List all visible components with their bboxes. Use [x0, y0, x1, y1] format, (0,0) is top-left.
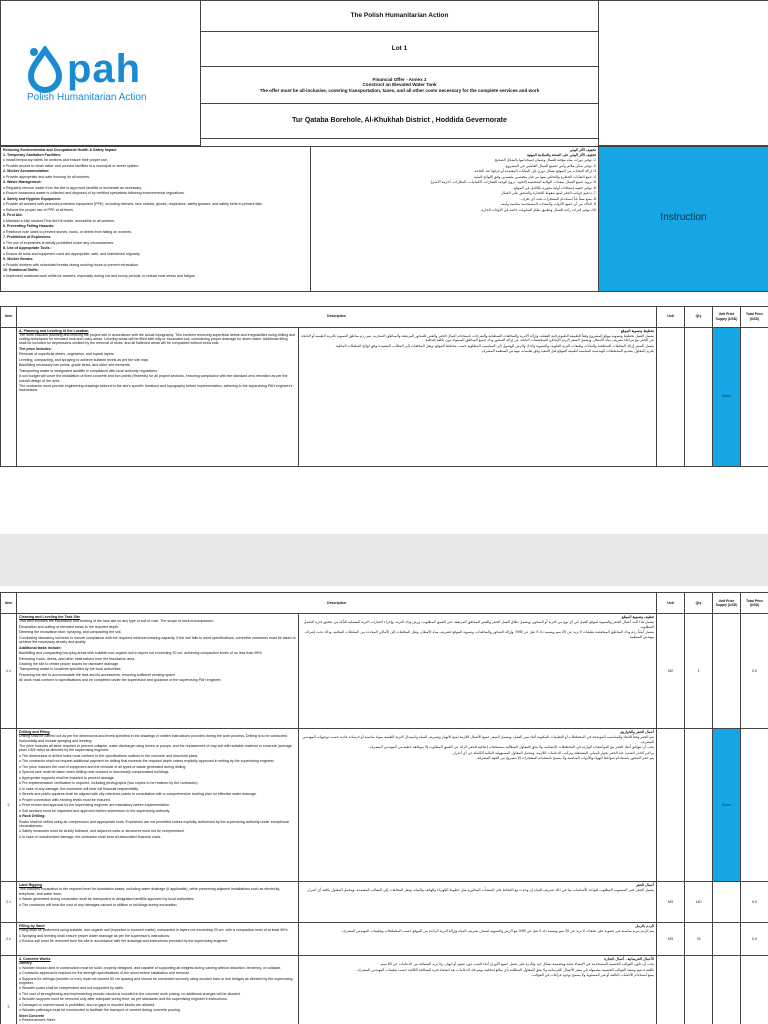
header-blank	[599, 1, 768, 146]
section-a-line: A soil budget will cover the installation of fixed concrete and iron points (Rsberds) for all project sections, ensuring compliance with the standard zero elevation as per the overall design of the area.	[19, 374, 288, 383]
col-description: Description	[17, 306, 657, 327]
item-description-arabic	[299, 614, 657, 729]
instruction-line: o Implement rotational work shifts for workers, especially during hot and sunny periods, to reduce heat stress and fatigue.	[3, 273, 196, 278]
section-a-line: The price includes:	[19, 346, 52, 351]
item-line: o In case of any damage, the contractor will bear full financial responsibility.	[19, 786, 139, 791]
col-unit-price: Unit Price Supply (USD)	[713, 306, 741, 327]
item-description	[17, 882, 299, 923]
item-description	[17, 614, 299, 729]
instruction-line: o Ensure hazardous waste is collected and disposed of by certified specialists following environmental regulations.	[3, 191, 185, 196]
instruction-line: o Ensure all tools and equipment used are appropriate, safe, and maintained regularly.	[3, 251, 141, 256]
instruction-line: 4. Safety and Hygiene Equipment:	[3, 196, 61, 201]
section-a-status: Note	[713, 327, 741, 466]
item-title: 3. Concrete Works	[19, 957, 51, 961]
section-a-line: Leveling, compacting, and spraying to achieve suitable levels as per the site map.	[19, 357, 149, 362]
item-line: o Supports for ceilings (wooden or iron) must not exceed 60 cm spacing and should be connected securely using wooden bars or iron bridges as directed by the supervising engineer.	[19, 976, 293, 985]
item-line: Filling shall be performed using suitable, non-organic soil (imported or sourced onsite), compacted in layers not exceeding 20 cm, with a compaction level of at least 95%.	[19, 928, 289, 933]
instruction-line: o Maintain a fully stocked First Aid Kit onsite, accessible to all workers.	[3, 218, 116, 223]
item-line-ar: أعمال الحفر	[635, 883, 654, 887]
instruction-line-ar: 5- تزويد جميع العمال بمعدات الوقاية الشخصية (الخوذ، دروع الوجه، القفازات، الكمامات، النظارات، أحزمة الأمان).	[429, 180, 596, 185]
item-line: Preparing the site to accommodate the tank and its accessories, ensuring sufficient working space.	[19, 672, 176, 677]
col-unit: Unit	[657, 593, 685, 614]
col-unit: Unit	[657, 306, 685, 327]
item-qty: 140	[685, 882, 713, 923]
table-row	[1, 923, 768, 956]
table-row	[1, 729, 768, 882]
item-number: 1.1	[1, 614, 17, 729]
item-line: o Excess soil must be removed from the site in accordance with the drawings and instructions provided by the supervising engineer.	[19, 939, 229, 944]
instruction-line-ar: 10- توفير فترات راحة للعمال وتطبيق نظام المناوبات خاصة في الأوقات الحارة.	[480, 207, 596, 212]
section-a-line: Transporting waste to designated landfills in compliance with local authority regulations.	[19, 368, 159, 373]
item-line: Drilling shall be carried out as per the dimensions and levels specified in the drawings or written instructions provided during the work process. Drilling is to be conducted horizontally and include spraying and leveling.	[19, 734, 288, 743]
item-line: Backfilling and compacting low-lying areas with suitable non-organic soil in layers not exceeding 20 cm, achieving compaction levels of no less than 95%.	[19, 651, 263, 656]
instruction-line-ar: تخفيف الأثر البيئي على الصحة والسلامة المهنية	[526, 152, 596, 157]
section-a-line-ar: يلتزم المقاول بتقديم المخططات الهندسية المناسبة لطبيعة الموقع قبل التنفيذ وفق تعليمات مهندس المنظمة المشرف.	[480, 349, 654, 354]
instruction-line: o Reinforce hole sides to prevent stones, rocks, or debris from falling on workers.	[3, 229, 132, 234]
section-a-line-ar: يشمل السعر إزالة المخلفات السطحية والنباتات وطبقات التربة العلوية، والتسوية والدك والرش للوصول إلى المناسيب المطلوبة حسب مخطط الموقع، ونقل المخلفات إلى المقالب المعتمدة وفق لوائح السلطات المحلية.	[334, 343, 654, 348]
offer-header	[201, 67, 599, 104]
item-description	[17, 923, 299, 956]
item-line: Rocks shall be drilled using air compression and appropriate tools. Explosives are not permitted unless explicitly authorized by the supervising authority under exceptional circumstances.	[19, 819, 289, 828]
table-row	[1, 882, 768, 923]
item-title: Drilling and Piling	[19, 730, 50, 734]
item-line: o The price includes the cost of equipment and the removal of all types of waste generated during drilling.	[19, 764, 187, 769]
item-line: o Soil sections must be inspected and approved before submission to the supervising authority.	[19, 808, 171, 813]
item-unit-price	[713, 614, 741, 729]
col-total-price: Total Price (USD)	[741, 593, 768, 614]
item-line: The price includes all labor required to prevent collapse, water discharge using boxes or pumps, and the replacement of clay soil with suitable material or concrete (average plain 1/8/4 ratio) as directed by the supervising engineer.	[19, 744, 292, 753]
instruction-line: o Provide appropriate and safe housing for all workers.	[3, 174, 91, 179]
instruction-line-ar: 4- جمع النفايات الخطرة والتخلص منها من قبل مختصين معتمدين وفق اللوائح البيئية.	[473, 174, 596, 179]
item-number: 3	[1, 956, 17, 1024]
item-line-ar: يمنع استخدام الأخشاب التالفة أو غير المستوية ولا يسمح بوجود فراغات في القوالب.	[531, 973, 654, 978]
item-number: 2.2	[1, 923, 17, 956]
item-line: Additional tasks include:	[19, 645, 62, 650]
instruction-line-ar: 7- تدعيم جوانب الحفر لمنع سقوط الحجارة والصخور على العمال.	[500, 191, 596, 196]
instruction-line-ar: تخفيف الأثر البيئي	[569, 147, 596, 152]
item-line-ar: يشمل هذا البند أعمال الحفر والتسوية لموقع العمل في أي نوع من التربة أو الصخور، ويشمل نطاق العمل الحفر والقص للمناطق المرتفعة حتى العمق المطلوب، ورش ودك التربة، وإجراء اختبارات التربة المعملية للتأكد من تحقيق قدرة التحمل المطلوبة.	[303, 620, 654, 629]
item-line: o Rock Drilling:	[19, 814, 46, 819]
instruction-line: 6. Preventing Falling Hazards:	[3, 224, 55, 229]
instruction-line: 9. Worker Breaks:	[3, 257, 34, 262]
instructions-english	[1, 146, 311, 291]
item-line-ar: يتم حفر الصخور باستخدام ضواغط الهواء والأدوات المناسبة ولا يسمح باستخدام المتفجرات إلا بتصريح من الجهة المشرفة.	[476, 756, 654, 761]
item-title: Cleaning and Leveling the Task Site	[19, 615, 81, 619]
instruction-line: 5. First Aid:	[3, 213, 23, 218]
instruction-line: 7. Prohibition of Explosives:	[3, 235, 52, 240]
instruction-line: o Provide workers with scheduled breaks during working hours to prevent exhaustion.	[3, 262, 140, 267]
section-a-heading: A. Planning and Leveling of the Location	[19, 328, 89, 333]
item-unit: M3	[657, 882, 685, 923]
instruction-line: o The use of explosives is strictly prohibited under any circumstances.	[3, 240, 115, 245]
instruction-line: o Regularly remove waste from the site to approved landfills or incinerate as necessary.	[3, 185, 142, 190]
item-description	[17, 729, 299, 882]
item-line: o Proper connection with existing levels must be ensured.	[19, 797, 111, 802]
item-line: Grading the site to create proper slopes for rainwater drainage.	[19, 661, 120, 666]
section-a-line-ar: يشمل العمل تخطيط وتسوية موقع المشروع وفقاً للطبيعة الطبوغرافية الفعلية، وإزالة الأتربة والمخلفات السطحية والتعرجات باستخدام أعمال الحفر والقص للصخور المرتفعة والمناطق الصخرية. يتم ردم مناطق التسوية بالتربة الطينية أو الناتجة عن الحفر مع مراعاة تصريف مياه الأمطار، ويشمل السعر الردم الإضافي للمنخفضات الناتجة عن إزالة الصخور ودك جميع المناطق المسواة دون تكلفة إضافية.	[301, 333, 654, 343]
instruction-line: o Provide access to clean water and connect facilities to a municipal or sewer system.	[3, 163, 140, 168]
item-total-price: 0.0	[741, 923, 768, 956]
instruction-line: o Provide all workers with personal protective equipment (PPE), including helmets, face shields, gloves, respirators, safety glasses, and safety belts to prevent falls.	[3, 202, 263, 207]
item-total-price	[741, 956, 768, 1024]
item-status: Note	[713, 729, 741, 882]
item-title: Filling by Sand	[19, 924, 45, 928]
item-total-price: 0.0	[741, 614, 768, 729]
item-unit	[657, 956, 685, 1024]
table-row	[1, 614, 768, 729]
instruction-line-ar: 3- إزالة النفايات من الموقع بشكل دوري إلى المكبات المعتمدة أو حرقها عند الحاجة.	[473, 169, 596, 174]
col-qty: Qty	[685, 306, 713, 327]
page-2	[0, 586, 768, 1024]
item-line: o Appropriate supports shall be installed to prevent damage.	[19, 775, 115, 780]
pah-drop-icon	[25, 46, 65, 94]
col-description: Description	[17, 593, 657, 614]
offer-line-1: Financial Offer - Annex 1	[372, 76, 427, 82]
instruction-line: 8. Use of Appropriate Tools:	[3, 246, 51, 251]
item-description-arabic	[299, 956, 657, 1024]
instruction-label: Instruction	[599, 146, 768, 291]
instruction-line: 3. Waste Management:	[3, 180, 42, 185]
item-qty	[685, 729, 713, 882]
section-a-line: Removal of superficial debris, vegetation, and topsoil layers.	[19, 352, 115, 357]
item-line: o The cost of strengthening and implementing wooden blocks is included in the concrete work pricing; no additional charges will be allowed.	[19, 991, 241, 996]
instruction-line-ar: 9- التأكد من أن جميع الأدوات والمعدات المستخدمة مناسبة وآمنة.	[500, 202, 596, 207]
item-description	[17, 956, 299, 1024]
section-a-line-ar: تخطيط وتسوية الموقع	[620, 328, 654, 333]
item-total-price: 0.0	[741, 882, 768, 923]
item-line: o Special care must be taken when drilling near cracked or structurally compromised buildings.	[19, 770, 170, 775]
col-item: Item	[1, 593, 17, 614]
item-unit-price	[713, 882, 741, 923]
item-description-arabic	[299, 729, 657, 882]
item-total-price	[741, 729, 768, 882]
item-line: o Spraying and leveling shall ensure proper water drainage as per the supervisor's instructions.	[19, 933, 171, 938]
item-line: o Price review and approval by the supervising engineer are mandatory before implementation.	[19, 803, 171, 808]
item-line: All work must conform to specifications and be completed under the supervision and guidance of the supervising PAH engineer.	[19, 678, 222, 683]
item-unit: M3	[657, 923, 685, 956]
section-a-line: Backfilling necessary low points, grade lanes, and other site elements.	[19, 363, 131, 368]
item-line: This item includes the excavation and leveling of the task site on any type of soil or rock. The scope of work encompasses:	[19, 619, 214, 624]
item-subtitle: Steel Concrete	[19, 1013, 45, 1018]
item-line: Removing rocks, debris, and other obstructions from the foundation area.	[19, 656, 136, 661]
item-number: 2	[1, 729, 17, 882]
logo-subtitle: Polish Humanitarian Action	[27, 91, 147, 103]
section-a-line: The contractor must provide engineering drawings tailored to the site's specific functions and topography before implementation, adhering to the supervising PAH engineer's instructions.	[19, 384, 293, 393]
section-a-arabic	[299, 327, 657, 466]
logo-text: pah	[67, 47, 142, 92]
item-qty: 76	[685, 923, 713, 956]
instructions-table	[0, 146, 768, 292]
item-line-ar: يتم الردم بتربة مناسبة غير عضوية على طبقات لا تزيد عن 20 سم وبنسبة دك لا تقل عن 95% مع الرش والتسوية لضمان تصريف المياه وإزالة التربة الزائدة من الموقع حسب المخططات وتعليمات المهندس المشرف.	[341, 929, 654, 934]
item-line: Transporting waste to locations specified by the local authorities.	[19, 667, 122, 672]
item-line: o The contractor will bear the cost of any damages caused to utilities or buildings during excavation.	[19, 902, 178, 907]
header-table	[0, 0, 768, 146]
section-a-description	[17, 327, 299, 466]
instruction-line: 1. Temporary Sanitation Facilities:	[3, 152, 62, 157]
instruction-line: 10. Rotational Shifts:	[3, 268, 39, 273]
item-unit-price	[713, 923, 741, 956]
item-unit-price	[713, 956, 741, 1024]
item-line-ar: الأعمال الخرسانية - أعمال النجارة	[604, 957, 654, 961]
col-qty: Qty	[685, 593, 713, 614]
item-qty: 1	[685, 614, 713, 729]
item-line: This includes excavation to the required level for foundation bases, including water drainage (if applicable), while preserving adjacent installations such as electricity, telephone, and water lines.	[19, 887, 281, 896]
instruction-line-ar: 6- توفير حقيبة إسعافات أولية مجهزة بالكامل في الموقع.	[513, 185, 596, 190]
item-line: o The contractor shall not request additional payment for drilling that exceeds the required depth unless explicitly approved in writing by the supervising engineer.	[19, 759, 275, 764]
offer-line-3: The offer must be all-inclusive, covering transportation, taxes, and all other costs necessary for the complete services and work	[259, 87, 540, 93]
table-row	[1, 956, 768, 1024]
instructions-arabic	[311, 146, 599, 291]
item-line-ar: تنظيف وتسوية الموقع	[621, 615, 654, 619]
item-title: Land Rigging	[19, 883, 42, 887]
item-line: Dimming the excavation face, spraying, and compacting the soil.	[19, 630, 122, 635]
instruction-line-ar: 1- توفير دورات مياه مؤقتة للعمال وضمان استخدامها بالشكل الصحيح.	[493, 158, 596, 163]
col-unit-price: Unit Price Supply (USD)	[713, 593, 741, 614]
item-qty	[685, 956, 713, 1024]
item-line: o Pre-implementation verification is required, including photographs (two copies to be retained by the contractor).	[19, 781, 199, 786]
logo-block	[1, 1, 201, 146]
boq-table-1	[0, 306, 768, 467]
section-a-line: The work includes planning and leveling the project site in accordance with the actual topography. This involves removing superficial debris and irregularities using drilling and cutting techniques for elevated rock and rocky areas. Leveling areas will be filled with silty or excavated soil, considering proper drainage for storm water. Additional filling shall be included for depressions created by the removal of rocks, and all flattened areas will be compacted without extra cost.	[19, 332, 296, 346]
lot-label: Lot 1	[201, 32, 599, 67]
col-item: Item	[1, 306, 17, 327]
item-line-ar: يجب أن تكون القوالب الخشبية المستخدمة في الإنشاء صلبة ومصممة بشكل جيد وقادرة على تحمل جميع الأوزان أثناء الصب دون تشوه أو انهيار، ولا تزيد المسافة بين الدعامات عن 60 سم.	[380, 962, 654, 967]
instruction-line: Reducing Environmental and Occupational Health & Safety Impact	[3, 147, 117, 152]
item-unit	[657, 729, 685, 882]
item-line: o Waste generated during excavation shall be transported to designated landfills approved by local authorities.	[19, 897, 195, 902]
item-description-arabic	[299, 923, 657, 956]
item-line: o Wooden supports must be removed only after adequate curing time, as per standards and the supervising engineer's instructions.	[19, 997, 228, 1002]
item-line: o Safety measures must be strictly followed, and adjacent rocks or structures must not be compromised.	[19, 829, 185, 834]
item-line-ar: يشمل أيضاً ردم ودك المناطق المنخفضة بطبقات لا تزيد عن 20 سم وبنسبة دك لا تقل عن 95%، وإزالة الصخور والمخلفات، وتسوية الموقع لتصريف مياه الأمطار، ونقل المخلفات إلى الأماكن المحددة من السلطات المحلية، وذلك تحت إشراف مهندس المنظمة.	[304, 630, 654, 639]
item-line: Excavation and cutting of elevated areas to the required depth.	[19, 624, 119, 629]
item-line-ar: يشمل الحفر حتى المنسوب المطلوب لقواعد الأساسات بما في ذلك تصريف المياه إن وجدت مع الحفاظ على المنشآت المجاورة مثل خطوط الكهرباء والهاتف والمياه، ونقل المخلفات إلى المقالب المعتمدة، ويتحمل المقاول تكلفة أي أضرار.	[306, 888, 654, 893]
item-line-ar: الردم بالرمل	[635, 924, 654, 928]
item-line-ar: تكلفة تدعيم وتنفيذ القوالب الخشبية مشمولة في سعر الأعمال الخرسانية ولا يحق للمقاول المطالبة بأي مبالغ إضافية، ويتم فك الدعامات بعد انقضاء فترة المعالجة الكافية حسب تعليمات المهندس المشرف.	[356, 967, 654, 972]
instruction-line: 2. Worker Accommodation:	[3, 169, 50, 174]
item-number: 2.1	[1, 882, 17, 923]
item-line: o Wooden posts shall be independent and not supported by walls.	[19, 986, 124, 991]
project-title: Tur Qataba Borehole, Al-Khukhah District , Hoddida Gevernorate	[201, 104, 599, 139]
item-line: o Wooden blocks used in construction must be solid, properly designed, and capable of supporting all weights during casting without distortion, tendency, or collapse.	[19, 965, 282, 970]
item-subtitle: Joinery	[19, 961, 32, 966]
item-line: o The dimensions of drilled holes must conform to the specifications outlined in the concrete and structural plans.	[19, 753, 199, 758]
item-line-ar: يتم الحفر وفقاً للأبعاد والمناسيب الموضحة في المخططات أو التعليمات المكتوبة أثناء سير العمل، ويشمل السعر جميع الأعمال اللازمة لمنع الانهيار وتصريف المياه واستبدال التربة الطينية بمواد مناسبة أو خرسانة عادية حسب توجيهات المهندس المشرف.	[302, 735, 654, 744]
instruction-line-ar: 2- توفير سكن ملائم وآمن لجميع العمال العاملين في المشروع.	[504, 163, 596, 168]
item-unit: M2	[657, 614, 685, 729]
instruction-line: o Enforce the proper use of PPE at all times.	[3, 207, 74, 212]
item-description-arabic	[299, 882, 657, 923]
item-line-ar: أعمال الحفر والخوازيق	[620, 730, 654, 734]
item-line: o In case of unauthorized damage, the contractor shall bear all associated financial costs.	[19, 834, 162, 839]
col-total-price: Total Price (USD)	[741, 306, 768, 327]
offer-line-2: Construct an Elevated Water Tank	[362, 82, 437, 88]
instruction-line-ar: 8- يمنع منعاً باتاً استخدام المتفجرات تحت أي ظرف.	[520, 196, 596, 201]
item-line: Conducting laboratory soil tests to ensure compliance with the required minimum bearing capacity. If the soil fails to meet specifications, corrective measures must be taken to achieve the necessary density and quality.	[19, 635, 296, 645]
item-line: o Streets and public squares shall be aligned with city reference points in consultation with a comprehensive leveling plan for effective water drainage.	[19, 792, 258, 797]
item-line: o Reinforcement Steel:	[19, 1018, 56, 1023]
item-line-ar: يجب أن تتوافق أبعاد الحفر مع المواصفات الواردة في المخططات الإنشائية، ولا يحق للمقاول المطالبة بمستحقات إضافية للحفر الزائد عن العمق المطلوب إلا بموافقة خطية من المهندس المشرف.	[368, 745, 654, 750]
org-title: The Polish Humanitarian Action	[201, 1, 599, 32]
item-line: o Damaged or uneven wood is prohibited, and no gaps in wooden blocks are allowed.	[19, 1002, 156, 1007]
item-line: o Contractor approval is required for the strength specifications of the wood before installation and removal.	[19, 971, 190, 976]
instruction-line: o Install temporary toilets for workers and ensure their proper use.	[3, 158, 108, 163]
item-line-ar: يراعى الحذر الشديد عند الحفر بجوار المباني المتشققة وتركيب الدعامات اللازمة، ويتحمل المقاول المسؤولية المالية الكاملة عن أي أضرار.	[452, 750, 654, 755]
item-line: o Wooden pathways must be constructed to facilitate the transport of cement during concrete pouring.	[19, 1008, 181, 1013]
boq-table-2	[0, 592, 768, 1024]
